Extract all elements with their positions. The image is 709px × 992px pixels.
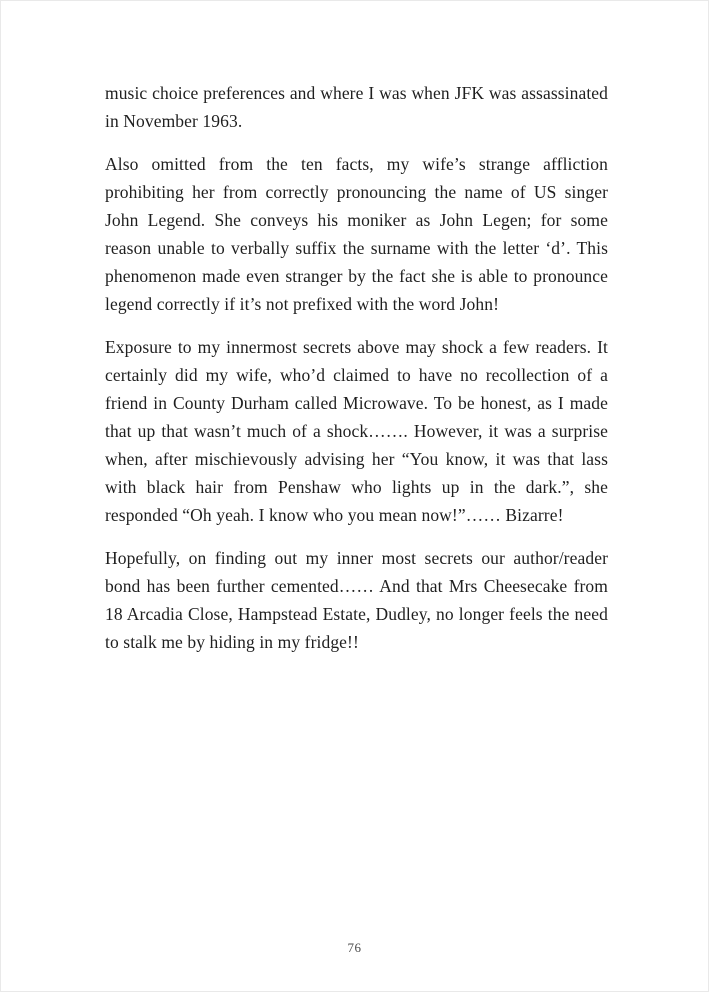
paragraph: Exposure to my innermost secrets above may shock a few readers. It certainly did my wife, who’d claimed to have no recollection of a friend in County Durham called Microwave. To be honest, as I made that up that wasn’t much of a shock……. However, it was a surprise when, after mischievously advising her “You know, it was that lass with black hair from Penshaw who lights up in the dark.”, she responded “Oh yeah. I know who you mean now!”…… Bizarre! [105, 337, 608, 525]
paragraph: music choice preferences and where I was when JFK was assassinated in November 1963. [105, 83, 608, 131]
page-body-text [105, 79, 608, 671]
page-number: 76 [347, 940, 362, 955]
paragraph: Also omitted from the ten facts, my wife’s strange affliction prohibiting her from correctly pronouncing the name of US singer John Legend. She conveys his moniker as John Legen; for some reason unable to verbally suffix the surname with the letter ‘d’. This phenomenon made even stranger by the fact she is able to pronounce legend correctly if it’s not prefixed with the word John! [105, 154, 608, 314]
paragraph: Hopefully, on finding out my inner most secrets our author/reader bond has been further cemented…… And that Mrs Cheesecake from 18 Arcadia Close, Hampstead Estate, Dudley, no longer feels the need to stalk me by hiding in my fridge!! [105, 548, 608, 652]
page-footer [1, 939, 708, 957]
